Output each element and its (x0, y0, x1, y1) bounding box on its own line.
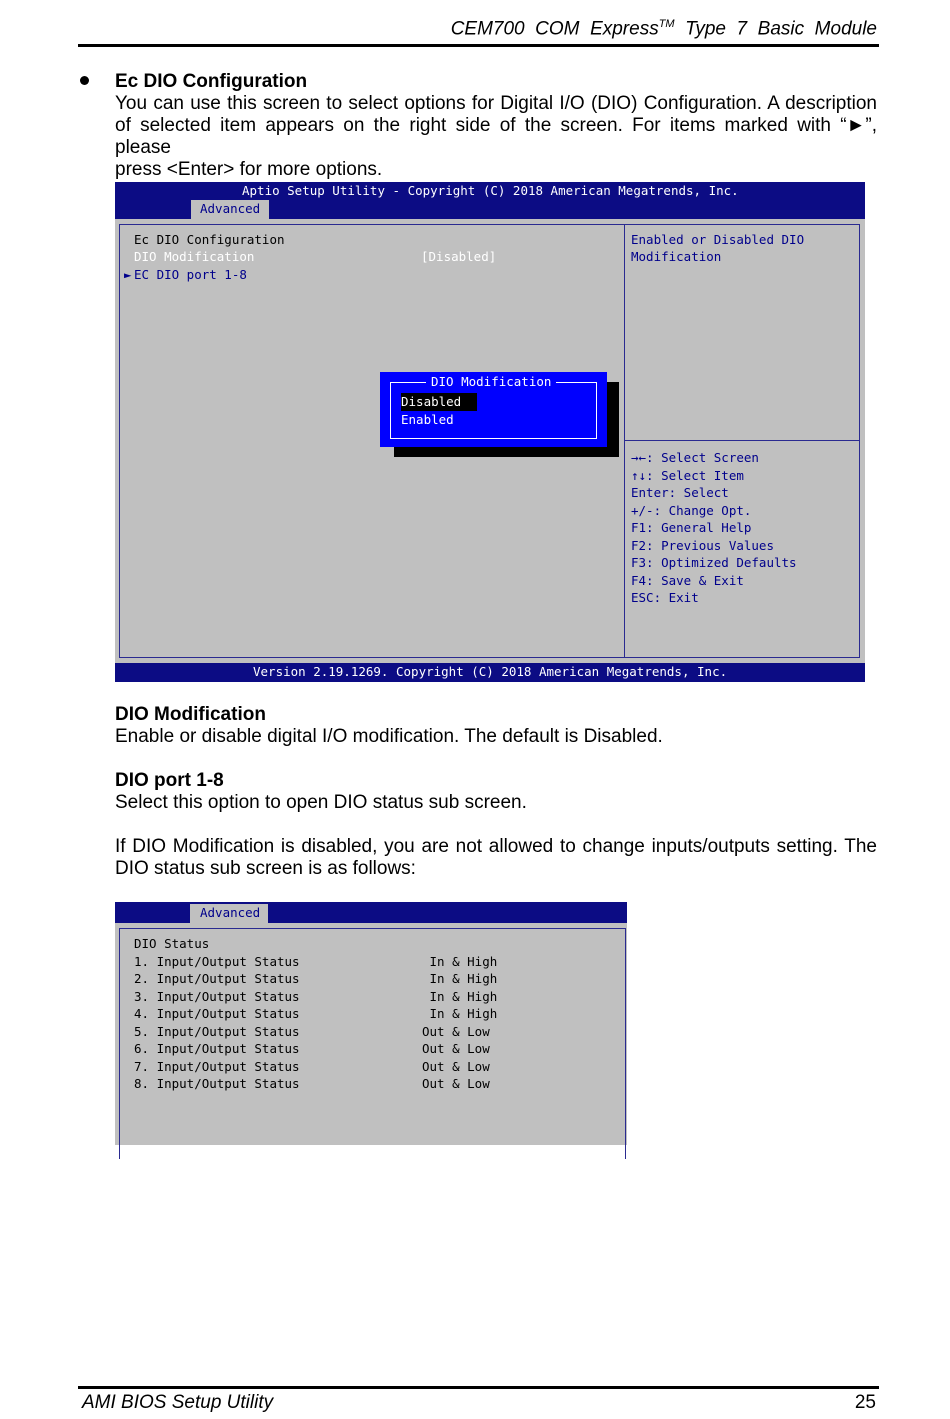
status-row-value: Out & Low (422, 1058, 490, 1074)
bios-screen-dio-status (115, 902, 627, 1145)
note-line: DIO status sub screen is as follows: (115, 858, 416, 879)
key-hint: F2: Previous Values (631, 537, 774, 553)
desc-body-dio-port: Select this option to open DIO status sub screen. (115, 792, 527, 813)
status-row-label: 6. Input/Output Status (134, 1041, 300, 1056)
bullet-icon (80, 76, 89, 85)
bios-screen-ec-dio (115, 182, 865, 682)
key-hint: Enter: Select (631, 485, 729, 500)
section-title: Ec DIO Configuration (115, 71, 308, 92)
status-row-value: In & High (422, 1006, 498, 1021)
tab-advanced[interactable]: Advanced (190, 904, 268, 923)
status-row-label: 7. Input/Output Status (134, 1058, 300, 1074)
trademark-mark: TM (658, 18, 675, 30)
bios-title-bar (115, 182, 865, 219)
status-row-value: In & High (422, 971, 498, 986)
menu-item-value[interactable]: [Disabled] (421, 249, 497, 264)
help-text-line: Modification (631, 249, 722, 264)
note-paragraph (115, 836, 877, 880)
status-row-label: 3. Input/Output Status (134, 988, 300, 1004)
status-row-value: In & High (422, 988, 498, 1004)
popup-option-disabled[interactable]: Disabled (401, 393, 477, 411)
intro-line: press <Enter> for more options. (115, 159, 383, 180)
desc-title-dio-port: DIO port 1-8 (115, 770, 224, 791)
bios-page-title: DIO Status (134, 936, 210, 951)
key-hint: F1: General Help (631, 520, 752, 535)
intro-line: You can use this screen to select options for Digital I/O (DIO) Configuration. A description (115, 93, 877, 114)
key-hint: ESC: Exit (631, 590, 699, 605)
note-line: If DIO Modification is disabled, you are not allowed to change inputs/outputs setting. The (115, 836, 877, 857)
bios-title: Aptio Setup Utility - Copyright (C) 2018 American Megatrends, Inc. (242, 183, 739, 198)
status-row-value: Out & Low (422, 1076, 490, 1091)
bios-column-divider (624, 224, 625, 658)
bios-version: Version 2.19.1269. Copyright (C) 2018 American Megatrends, Inc. (253, 664, 728, 679)
footer-title: AMI BIOS Setup Utility (82, 1392, 274, 1413)
running-header: CEM700 COM Express™ Type 7 Basic Module (450, 18, 877, 40)
status-row-value: Out & Low (422, 1023, 490, 1039)
status-row-label: 5. Input/Output Status (134, 1023, 300, 1039)
status-row-label: 8. Input/Output Status (134, 1076, 300, 1091)
page-number: 25 (854, 1392, 876, 1413)
intro-line: of selected item appears on the right side of the screen. For items marked with “►”, please (115, 115, 877, 158)
intro-paragraph (115, 93, 877, 181)
header-rule (78, 44, 879, 47)
desc-title-dio-modification: DIO Modification (115, 704, 266, 725)
status-row-label: 1. Input/Output Status (134, 953, 300, 969)
menu-item-ec-dio-port[interactable]: EC DIO port 1-8 (134, 267, 247, 282)
bios-title-bar (115, 902, 627, 923)
key-hint: ↑↓: Select Item (631, 467, 744, 483)
submenu-arrow-icon: ► (124, 267, 132, 282)
desc-body-dio-modification: Enable or disable digital I/O modification. The default is Disabled. (115, 726, 663, 747)
status-row-value: In & High (422, 953, 498, 969)
key-hint: →←: Select Screen (631, 450, 759, 465)
footer-rule (78, 1386, 879, 1389)
menu-item-dio-modification[interactable]: DIO Modification (134, 249, 255, 264)
popup-dio-modification (380, 372, 607, 447)
status-row-label: 2. Input/Output Status (134, 971, 300, 986)
key-hint: +/-: Change Opt. (631, 502, 752, 518)
tab-advanced[interactable]: Advanced (191, 200, 269, 219)
key-hint: F4: Save & Exit (631, 572, 744, 588)
help-text-line: Enabled or Disabled DIO (631, 232, 805, 247)
bios-page-title: Ec DIO Configuration (134, 232, 285, 247)
bios-status-bar (115, 663, 865, 682)
status-row-label: 4. Input/Output Status (134, 1006, 300, 1021)
popup-title: DIO Modification (426, 373, 556, 391)
status-row-value: Out & Low (422, 1041, 490, 1056)
bios-help-divider (625, 440, 860, 441)
key-hint: F3: Optimized Defaults (631, 555, 797, 570)
popup-option-enabled[interactable]: Enabled (401, 412, 454, 427)
